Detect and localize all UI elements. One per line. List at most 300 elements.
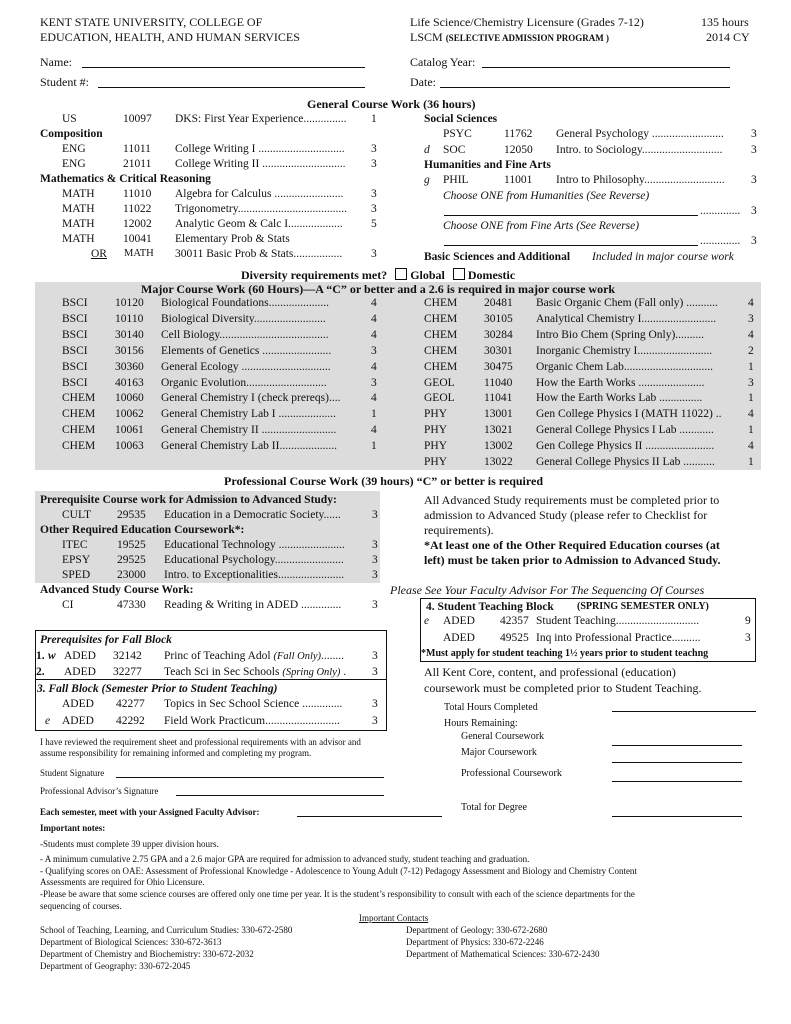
course-subject: ADED — [443, 632, 475, 644]
review-statement-2: assume responsibility for remaining informed and completing my program. — [40, 748, 312, 758]
general-right-row — [424, 234, 764, 248]
course-subject: BSCI — [62, 328, 88, 341]
general-right-row — [424, 189, 764, 203]
course-subject: ADED — [443, 615, 475, 627]
course-hours: 3 — [372, 715, 378, 727]
general-right-row — [424, 204, 764, 218]
major-course-row — [40, 328, 385, 342]
course-title: Teach Sci in Sec Schools (Spring Only) . — [164, 666, 347, 678]
general-left-row — [40, 172, 380, 186]
course-hours: 3 — [372, 698, 378, 710]
section-heading: Prerequisite Course work for Admission to Advanced Study: — [40, 494, 337, 506]
course-number: 21011 — [123, 158, 152, 170]
major-course-row — [40, 391, 385, 405]
general-left-row — [40, 127, 380, 141]
course-subject: CHEM — [62, 440, 96, 453]
major-course-row — [424, 344, 769, 358]
course-number: 10062 — [115, 408, 144, 421]
professional-course-row — [40, 508, 385, 522]
course-hours: 3 — [751, 143, 757, 156]
course-hours: 3 — [745, 632, 751, 644]
course-hours: 3 — [372, 599, 378, 611]
course-number: 30284 — [484, 328, 513, 341]
course-subject: ADED — [62, 715, 94, 727]
course-title: College Writing I .............................. — [175, 143, 345, 155]
course-subject: EPSY — [62, 554, 91, 566]
course-subject: US — [62, 113, 77, 125]
course-subject: PHY — [424, 424, 448, 437]
general-right-row — [424, 173, 764, 187]
contact-left-2: Department of Chemistry and Biochemistry: 330-672-2032 — [40, 949, 254, 959]
course-number: 13022 — [484, 456, 513, 468]
global-label: Global — [410, 268, 445, 282]
course-number: 13002 — [484, 440, 513, 453]
course-subject: MATH — [124, 248, 154, 259]
major-course-row — [424, 328, 769, 342]
course-title: Education in a Democratic Society...... — [164, 509, 341, 521]
student-number-field[interactable] — [98, 87, 365, 88]
total-degree-field[interactable] — [612, 816, 742, 817]
course-hours: 4 — [371, 312, 377, 325]
course-subject: BSCI — [62, 376, 88, 389]
course-number: 19525 — [117, 539, 146, 551]
important-notes-heading: Important notes: — [40, 823, 106, 833]
course-hours: 4 — [748, 440, 754, 453]
course-number: 47330 — [117, 599, 146, 611]
course-hours: 1 — [371, 113, 377, 125]
major-course-row — [424, 407, 769, 421]
course-title: Organic Evolution............................ — [161, 376, 327, 389]
section-heading: Advanced Study Course Work: — [40, 584, 194, 596]
professional-row — [40, 523, 385, 537]
review-statement-1: I have reviewed the requirement sheet and professional requirements with an advisor and — [40, 737, 361, 747]
category-heading: Mathematics & Critical Reasoning — [40, 173, 211, 185]
course-number: 10097 — [123, 113, 152, 125]
note-oae-2: Assessments are required for Ohio Licensure. — [40, 877, 205, 887]
course-number: 11001 — [504, 174, 533, 187]
course-number: 11022 — [123, 203, 152, 215]
course-title: Inq into Professional Practice.......... — [536, 632, 701, 644]
course-subject: ADED — [62, 698, 94, 710]
course-hours: 3 — [372, 650, 378, 662]
course-hours: 4 — [371, 328, 377, 341]
student-teaching-row — [424, 631, 754, 645]
note-sequencing-1: -Please be aware that some science courses are offered only one time per year. It is the student’s responsibility to consult with each of the science departments for the — [40, 889, 635, 899]
university-name-line1: KENT STATE UNIVERSITY, COLLEGE OF — [40, 15, 263, 29]
course-subject: MATH — [62, 188, 95, 200]
course-subject: MATH — [62, 203, 95, 215]
course-number: 12050 — [504, 143, 533, 156]
student-number-label: Student #: — [40, 75, 90, 89]
course-title: Gen College Physics II ........................ — [536, 440, 715, 453]
course-hours: 4 — [371, 424, 377, 437]
major-course-row — [40, 312, 385, 326]
general-right-row — [424, 250, 764, 264]
term-marker: e — [424, 615, 430, 627]
course-hours: 3 — [371, 188, 377, 200]
major-course-row — [424, 296, 769, 310]
course-title: General Chemistry Lab I .................... — [161, 408, 337, 421]
kent-core-note-2: coursework must be completed prior to Student Teaching. — [424, 681, 702, 695]
course-number: 11762 — [504, 128, 533, 141]
major-course-row — [424, 360, 769, 374]
course-subject: ADED — [64, 666, 96, 678]
course-hours: 3 — [751, 204, 757, 217]
course-subject: BSCI — [62, 312, 88, 325]
course-hours: 1 — [371, 440, 377, 453]
course-title: Reading & Writing in ADED .............. — [164, 599, 342, 611]
faculty-advisor-label: Each semester, meet with your Assigned Faculty Advisor: — [40, 807, 260, 817]
course-hours: 3 — [371, 376, 377, 389]
course-subject: CHEM — [424, 312, 458, 325]
course-title: How the Earth Works Lab ............... — [536, 392, 703, 405]
major-course-row — [424, 439, 769, 453]
course-number: 29535 — [117, 509, 146, 521]
course-hours: 4 — [371, 360, 377, 373]
catalog-year-label: Catalog Year: — [410, 55, 476, 69]
course-hours: 1 — [748, 360, 754, 373]
term-marker: w — [48, 650, 56, 662]
total-hours-completed-field[interactable] — [612, 711, 756, 712]
course-title: Intro to Philosophy............................ — [556, 174, 725, 187]
student-signature-label: Student Signature — [40, 768, 105, 778]
course-number: 10120 — [115, 297, 144, 309]
choose-note: Choose ONE from Humanities (See Reverse) — [443, 189, 650, 202]
total-hours: 135 hours — [701, 15, 749, 29]
course-title: Elementary Prob & Stats — [175, 233, 290, 245]
course-hours: 3 — [371, 248, 377, 260]
advanced-study-note-3: requirements). — [424, 523, 494, 537]
course-hours: 5 — [371, 218, 377, 230]
program-note: (SELECTIVE ADMISSION PROGRAM ) — [445, 33, 609, 43]
contact-left-0: School of Teaching, Learning, and Curriculum Studies: 330-672-2580 — [40, 925, 293, 935]
student-teaching-warning — [421, 647, 755, 661]
major-course-row — [40, 376, 385, 390]
fall-block-row — [40, 697, 385, 711]
course-subject: PSYC — [443, 128, 472, 141]
course-title: Analytic Geom & Calc I................... — [175, 218, 343, 230]
course-number: 30475 — [484, 360, 513, 373]
course-title: General College Physics I Lab ............ — [536, 424, 714, 437]
course-number: 42357 — [500, 615, 529, 627]
student-signature-field[interactable] — [116, 777, 384, 778]
course-number: 13001 — [484, 408, 513, 421]
course-number: 23000 — [117, 569, 146, 581]
course-subject: CHEM — [424, 360, 458, 373]
dots: .............. — [700, 204, 741, 217]
course-title: Topics in Sec School Science .............. — [164, 698, 343, 710]
general-right-row — [424, 158, 764, 172]
row-number: 1. — [36, 650, 45, 662]
course-hours: 9 — [745, 615, 751, 627]
major-course-row — [40, 407, 385, 421]
major-coursework-field[interactable] — [612, 762, 742, 763]
course-hours: 3 — [371, 143, 377, 155]
course-hours: 3 — [372, 666, 378, 678]
course-title: Educational Technology ....................... — [164, 539, 345, 551]
course-title: Princ of Teaching Adol (Fall Only)........ — [164, 650, 345, 662]
course-subject: MATH — [62, 233, 95, 245]
advisor-signature-label: Professional Advisor’s Signature — [40, 786, 159, 796]
course-subject: SPED — [62, 569, 91, 581]
course-title: Trigonometry...................................... — [175, 203, 347, 215]
course-subject: BSCI — [62, 297, 88, 309]
major-course-row — [40, 423, 385, 437]
course-hours: 2 — [748, 344, 754, 357]
advisor-signature-field[interactable] — [176, 795, 384, 796]
heading-note: (SPRING SEMESTER ONLY) — [577, 601, 709, 612]
category-heading: Composition — [40, 128, 103, 140]
domestic-checkbox[interactable] — [453, 268, 465, 280]
advanced-study-note-5: left) must be taken prior to Admission to Advanced Study. — [424, 553, 721, 567]
general-right-row — [424, 112, 764, 126]
note-sequencing-2: sequencing of courses. — [40, 901, 122, 911]
course-number: 10041 — [123, 233, 152, 245]
general-left-row — [40, 247, 380, 261]
course-number: 10063 — [115, 440, 144, 453]
course-hours: 4 — [748, 408, 754, 421]
contact-right-2: Department of Mathematical Sciences: 330-672-2430 — [406, 949, 600, 959]
major-course-row — [424, 423, 769, 437]
course-hours: 1 — [748, 424, 754, 437]
university-name-line2: EDUCATION, HEALTH, AND HUMAN SERVICES — [40, 30, 300, 44]
course-number: 30156 — [115, 344, 144, 357]
fall-block-heading — [37, 682, 382, 696]
global-checkbox[interactable] — [395, 268, 407, 280]
professional-course-row — [40, 553, 385, 567]
warning: *Must apply for student teaching 1½ years prior to student teachng — [421, 648, 709, 659]
course-title: Algebra for Calculus ........................ — [175, 188, 344, 200]
course-title: General Chemistry II .......................... — [161, 424, 337, 437]
faculty-advisor-field[interactable] — [297, 816, 442, 817]
course-subject: SOC — [443, 143, 466, 156]
important-contacts-heading: Important Contacts — [359, 913, 429, 923]
course-hours: 3 — [751, 235, 757, 248]
general-section-title: General Course Work (36 hours) — [307, 97, 476, 111]
fall-prereq-row — [36, 649, 381, 663]
course-subject: ENG — [62, 158, 86, 170]
major-course-row — [40, 296, 385, 310]
note-oae-1: - Qualifying scores on OAE: Assessment of Professional Knowledge - Adolescence to Young Adult (7-12) Pedagogy Assessment and Biology and Chemistry Content — [40, 866, 637, 876]
course-subject: CI — [62, 599, 74, 611]
dots: .............. — [700, 235, 741, 248]
course-subject: GEOL — [424, 376, 455, 389]
course-title: Elements of Genetics ........................ — [161, 344, 332, 357]
course-subject: PHIL — [443, 174, 469, 187]
course-hours: 1 — [748, 392, 754, 405]
course-hours: 3 — [372, 509, 378, 521]
course-number: 11010 — [123, 188, 152, 200]
hours-remaining-label: Hours Remaining: — [444, 718, 518, 729]
elective-blank[interactable] — [444, 245, 698, 246]
or-label: OR — [91, 248, 107, 260]
course-title: Biological Diversity......................... — [161, 312, 326, 325]
course-title: Student Teaching............................. — [536, 615, 700, 627]
course-number: 11040 — [484, 376, 513, 389]
course-title: Inorganic Chemistry I.......................... — [536, 344, 713, 357]
advanced-study-note-4: *At least one of the Other Required Education courses (at — [424, 538, 720, 552]
course-hours: 1 — [748, 456, 754, 468]
course-number: 10110 — [115, 312, 144, 325]
term-marker: d — [424, 143, 430, 156]
course-title: Intro. to Sociology............................ — [556, 143, 723, 156]
major-course-row — [424, 376, 769, 390]
course-subject: ADED — [64, 650, 96, 662]
heading: 4. Student Teaching Block — [426, 601, 554, 613]
course-hours: 4 — [748, 297, 754, 309]
name-label: Name: — [40, 55, 72, 69]
professional-coursework-label: Professional Coursework — [461, 768, 562, 779]
course-title: Field Work Practicum.......................... — [164, 715, 340, 727]
course-title: Basic Organic Chem (Fall only) ........... — [536, 297, 718, 309]
course-number: 40163 — [115, 376, 144, 389]
course-title: Biological Foundations..................... — [161, 297, 330, 309]
course-subject: CHEM — [424, 328, 458, 341]
course-hours: 3 — [372, 569, 378, 581]
course-hours: 3 — [371, 203, 377, 215]
course-number: 30301 — [484, 344, 513, 357]
program-title: Life Science/Chemistry Licensure (Grades 7-12) — [410, 15, 644, 29]
advanced-study-note-2: admission to Advanced Study (please refer to Checklist for — [424, 508, 708, 522]
advanced-study-note-1: All Advanced Study requirements must be completed prior to — [424, 493, 720, 507]
elective-blank[interactable] — [444, 215, 698, 216]
professional-course-row — [40, 598, 385, 612]
course-subject: BSCI — [62, 360, 88, 373]
general-right-row — [424, 143, 764, 157]
course-hours: 3 — [751, 128, 757, 141]
professional-course-row — [40, 568, 385, 582]
heading: 3. Fall Block (Semester Prior to Student Teaching) — [37, 683, 278, 695]
course-subject: MATH — [62, 218, 95, 230]
course-hours: 4 — [371, 392, 377, 405]
category-heading: Humanities and Fine Arts — [424, 158, 551, 171]
major-course-row — [424, 391, 769, 405]
course-number: 30360 — [115, 360, 144, 373]
basic-sciences-note: Included in major course work — [592, 250, 734, 263]
course-number: 42277 — [116, 698, 145, 710]
course-hours: 3 — [748, 376, 754, 389]
catalog-year: 2014 CY — [706, 30, 750, 44]
major-course-row — [40, 439, 385, 453]
major-course-row — [40, 360, 385, 374]
course-number: 49525 — [500, 632, 529, 644]
course-hours: 1 — [371, 408, 377, 421]
basic-sciences-heading: Basic Sciences and Additional — [424, 250, 571, 263]
contact-left-3: Department of Geography: 330-672-2045 — [40, 961, 191, 971]
kent-core-note-1: All Kent Core, content, and professional (education) — [424, 665, 676, 679]
course-title: General Chemistry I (check prereqs).... — [161, 392, 341, 405]
professional-row — [40, 493, 385, 507]
professional-coursework-field[interactable] — [612, 781, 742, 782]
general-coursework-field[interactable] — [612, 745, 742, 746]
course-subject: GEOL — [424, 392, 455, 405]
course-number: 42292 — [116, 715, 145, 727]
general-left-row — [40, 157, 380, 171]
fall-prereq-row — [36, 665, 381, 679]
date-field[interactable] — [440, 87, 730, 88]
course-number: 11041 — [484, 392, 513, 405]
major-section-title: Major Course Work (60 Hours)—A “C” or better and a 2.6 is required in major course work — [141, 282, 616, 296]
catalog-year-field[interactable] — [482, 67, 730, 68]
course-subject: PHY — [424, 408, 448, 421]
course-hours: 4 — [748, 328, 754, 341]
course-subject: CULT — [62, 509, 91, 521]
course-number: 30140 — [115, 328, 144, 341]
course-subject: CHEM — [62, 424, 96, 437]
course-number: 13021 — [484, 424, 513, 437]
fall-block-row — [40, 714, 385, 728]
major-course-row — [40, 344, 385, 358]
contact-right-0: Department of Geology: 330-672-2680 — [406, 925, 548, 935]
course-hours: 3 — [371, 344, 377, 357]
general-left-row — [40, 112, 380, 126]
course-title: Educational Psychology........................ — [164, 554, 344, 566]
course-title: Gen College Physics I (MATH 11022) .. — [536, 408, 722, 421]
course-subject: CHEM — [62, 408, 96, 421]
term-marker: g — [424, 174, 430, 187]
course-subject: BSCI — [62, 344, 88, 357]
general-left-row — [40, 202, 380, 216]
course-hours: 3 — [372, 539, 378, 551]
course-number: 20481 — [484, 297, 513, 309]
advisor-sequencing-note: Please See Your Faculty Advisor For The Sequencing Of Courses — [390, 583, 705, 597]
term-marker: e — [45, 715, 51, 727]
note-upper-division: -Students must complete 39 upper division hours. — [40, 839, 219, 849]
general-right-row — [424, 219, 764, 233]
course-subject: ENG — [62, 143, 86, 155]
professional-row — [40, 583, 385, 597]
course-subject: ITEC — [62, 539, 88, 551]
course-title: Intro Bio Chem (Spring Only).......... — [536, 328, 705, 341]
professional-course-row — [40, 538, 385, 552]
diversity-question: Diversity requirements met? Global Domestic — [241, 268, 516, 282]
course-subject: PHY — [424, 456, 448, 468]
course-subject: CHEM — [62, 392, 96, 405]
course-number: 12002 — [123, 218, 152, 230]
general-left-row — [40, 187, 380, 201]
general-left-row — [40, 217, 380, 231]
student-teaching-heading — [426, 600, 756, 614]
general-left-row — [40, 232, 380, 246]
course-title: College Writing II ............................. — [175, 158, 346, 170]
row-number: 2. — [36, 666, 45, 678]
course-title: 30011 Basic Prob & Stats................. — [175, 248, 343, 260]
fall-prereq-heading — [40, 633, 380, 647]
course-title: Intro. to Exceptionalities....................... — [164, 569, 345, 581]
student-teaching-row — [424, 614, 754, 628]
program-code-line — [410, 31, 609, 43]
heading: Prerequisites for Fall Block — [40, 634, 172, 646]
course-number: 32277 — [113, 666, 142, 678]
course-number: 10060 — [115, 392, 144, 405]
course-title: DKS: First Year Experience............... — [175, 113, 347, 125]
course-subject: PHY — [424, 440, 448, 453]
course-number: 11011 — [123, 143, 151, 155]
name-field[interactable] — [82, 67, 365, 68]
course-hours: 3 — [371, 158, 377, 170]
course-hours: 3 — [751, 174, 757, 187]
total-hours-completed-label: Total Hours Completed — [444, 702, 538, 713]
major-course-row — [424, 312, 769, 326]
course-title: Cell Biology...................................... — [161, 328, 329, 341]
section-heading: Other Required Education Coursework*: — [40, 524, 245, 536]
note-gpa: - A minimum cumulative 2.75 GPA and a 2.6 major GPA are required for admission to advanced study, student teaching and graduation. — [40, 854, 530, 864]
course-number: 29525 — [117, 554, 146, 566]
course-hours: 3 — [748, 312, 754, 325]
course-title: General Chemistry Lab II.................... — [161, 440, 337, 453]
general-right-row — [424, 127, 764, 141]
course-hours: 4 — [371, 297, 377, 309]
